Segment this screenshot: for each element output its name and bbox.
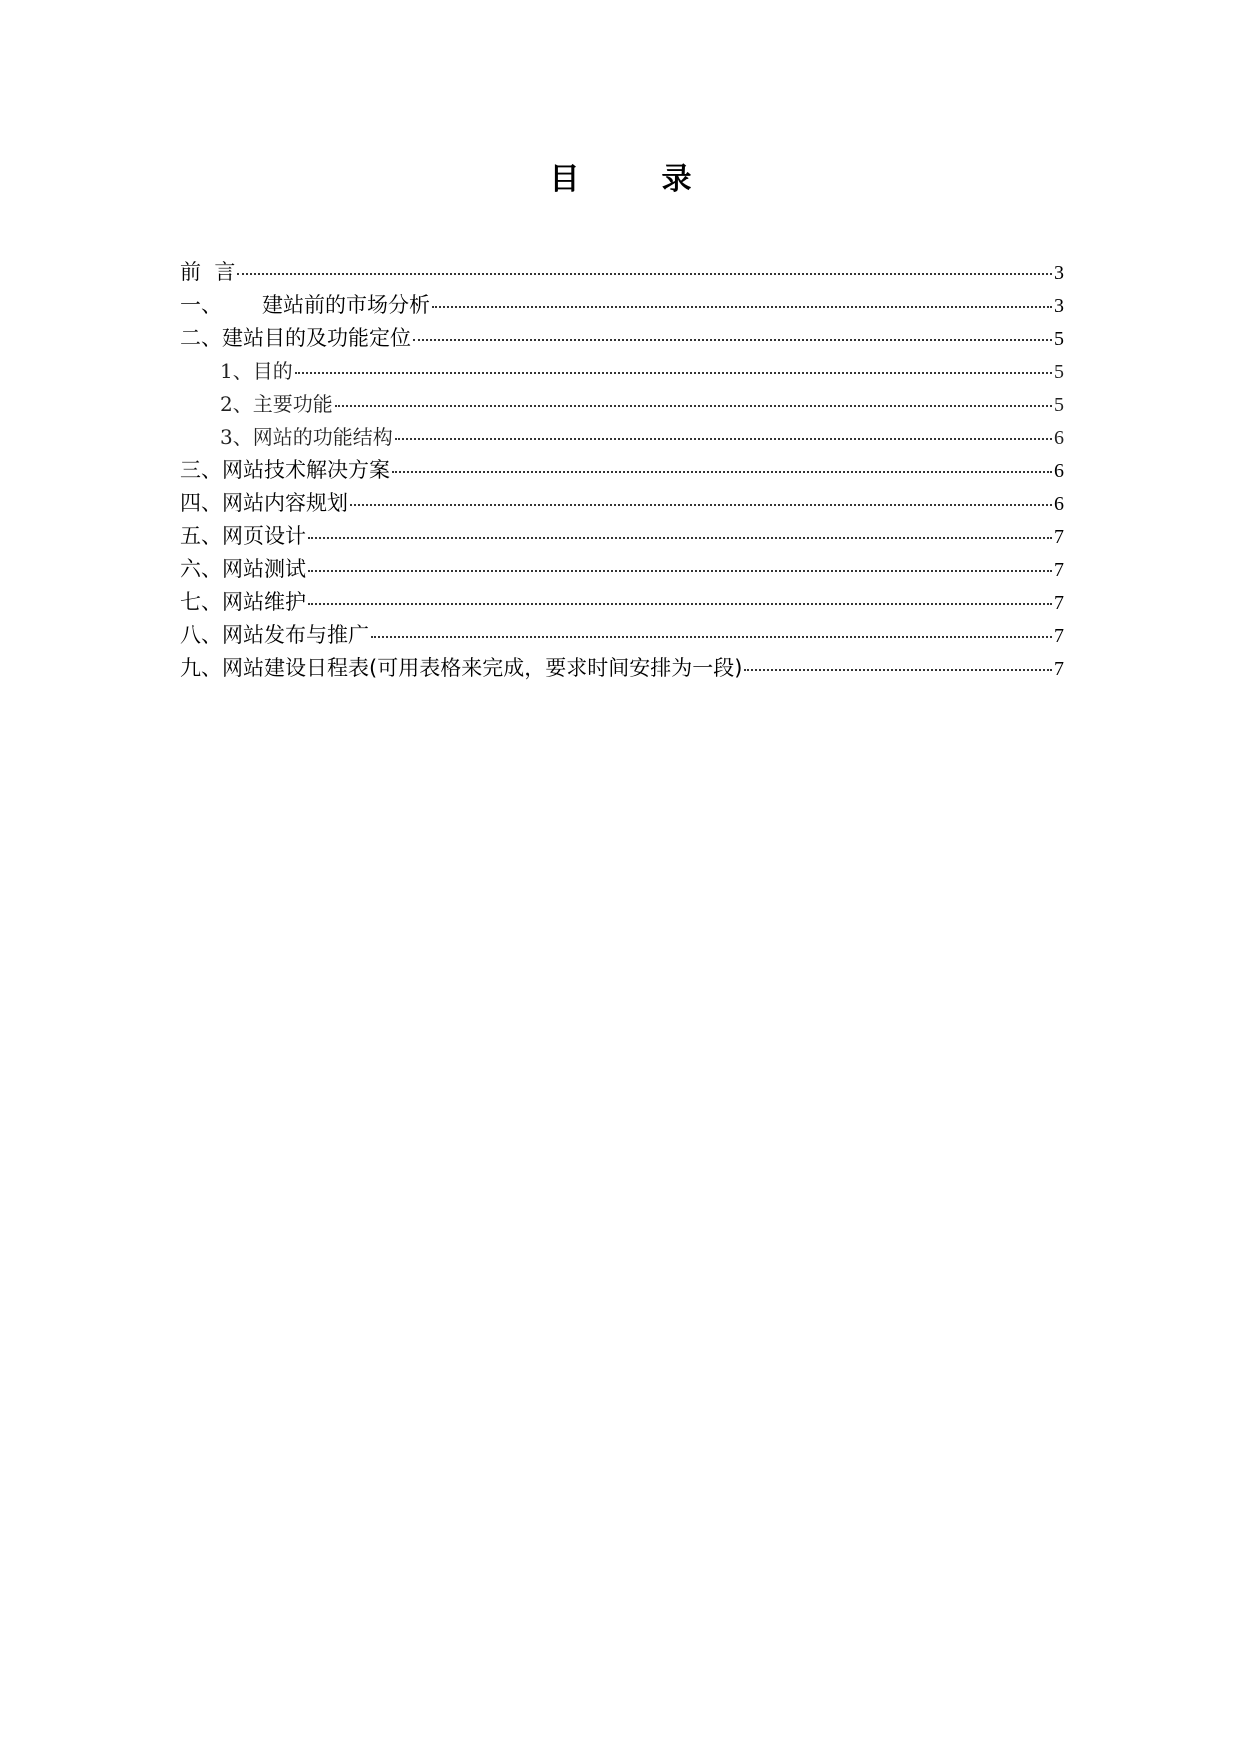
toc-entry-label: 九、网站建设日程表(可用表格来完成，要求时间安排为一段) [180, 656, 743, 680]
toc-entry[interactable] [180, 355, 1064, 388]
toc-leader-dots [413, 339, 1052, 341]
toc-entry-page: 6 [1054, 427, 1064, 449]
toc-entry-page: 6 [1054, 460, 1064, 482]
toc-entry-page: 3 [1054, 262, 1064, 284]
toc-entry-label: 3、网站的功能结构 [220, 425, 393, 449]
toc-entry-page: 3 [1054, 295, 1064, 317]
toc-leader-dots [432, 306, 1052, 308]
toc-leader-dots [308, 603, 1052, 605]
toc-entry-page: 7 [1054, 658, 1064, 680]
toc-entry[interactable] [180, 454, 1064, 487]
toc-entry-label: 2、主要功能 [220, 392, 333, 416]
toc-entry-page: 7 [1054, 526, 1064, 548]
toc-entry-page: 5 [1054, 394, 1064, 416]
toc-entry-label: 四、网站内容规划 [180, 491, 348, 515]
toc-leader-dots [744, 669, 1052, 671]
toc-entry[interactable] [180, 322, 1064, 355]
toc-entry[interactable] [180, 421, 1064, 454]
toc-entry-label: 五、网页设计 [180, 524, 306, 548]
toc-entry[interactable] [180, 586, 1064, 619]
toc-entry-label: 七、网站维护 [180, 590, 306, 614]
toc-entry-label: 1、目的 [220, 359, 293, 383]
toc-entry-page: 7 [1054, 592, 1064, 614]
toc-entry-label: 八、网站发布与推广 [180, 623, 369, 647]
toc-entry-label: 一、 建站前的市场分析 [180, 293, 431, 317]
toc-entry[interactable] [180, 256, 1064, 289]
toc-entry[interactable] [180, 520, 1064, 553]
toc-entry-page: 5 [1054, 328, 1064, 350]
toc-leader-dots [308, 570, 1052, 572]
toc-leader-dots [335, 405, 1052, 407]
toc-entry[interactable] [180, 652, 1064, 685]
toc-entry[interactable] [180, 619, 1064, 652]
toc-entry-label: 三、网站技术解决方案 [180, 458, 390, 482]
toc-entry[interactable] [180, 553, 1064, 586]
toc-leader-dots [237, 273, 1052, 275]
toc-entry-label: 二、建站目的及功能定位 [180, 326, 411, 350]
toc-leader-dots [295, 372, 1052, 374]
toc-entry[interactable] [180, 388, 1064, 421]
toc-leader-dots [392, 471, 1052, 473]
toc-entry[interactable] [180, 289, 1064, 322]
toc-entry-page: 7 [1054, 625, 1064, 647]
toc-entry-label: 六、网站测试 [180, 557, 306, 581]
toc-entry-page: 5 [1054, 361, 1064, 383]
toc-entry[interactable] [180, 487, 1064, 520]
toc-leader-dots [308, 537, 1052, 539]
toc-leader-dots [350, 504, 1052, 506]
table-of-contents [180, 256, 1064, 685]
toc-entry-page: 7 [1054, 559, 1064, 581]
page-title: 目 录 [549, 162, 718, 197]
toc-leader-dots [371, 636, 1052, 638]
toc-leader-dots [395, 438, 1052, 440]
toc-entry-page: 6 [1054, 493, 1064, 515]
toc-entry-label: 前 言 [180, 260, 236, 284]
